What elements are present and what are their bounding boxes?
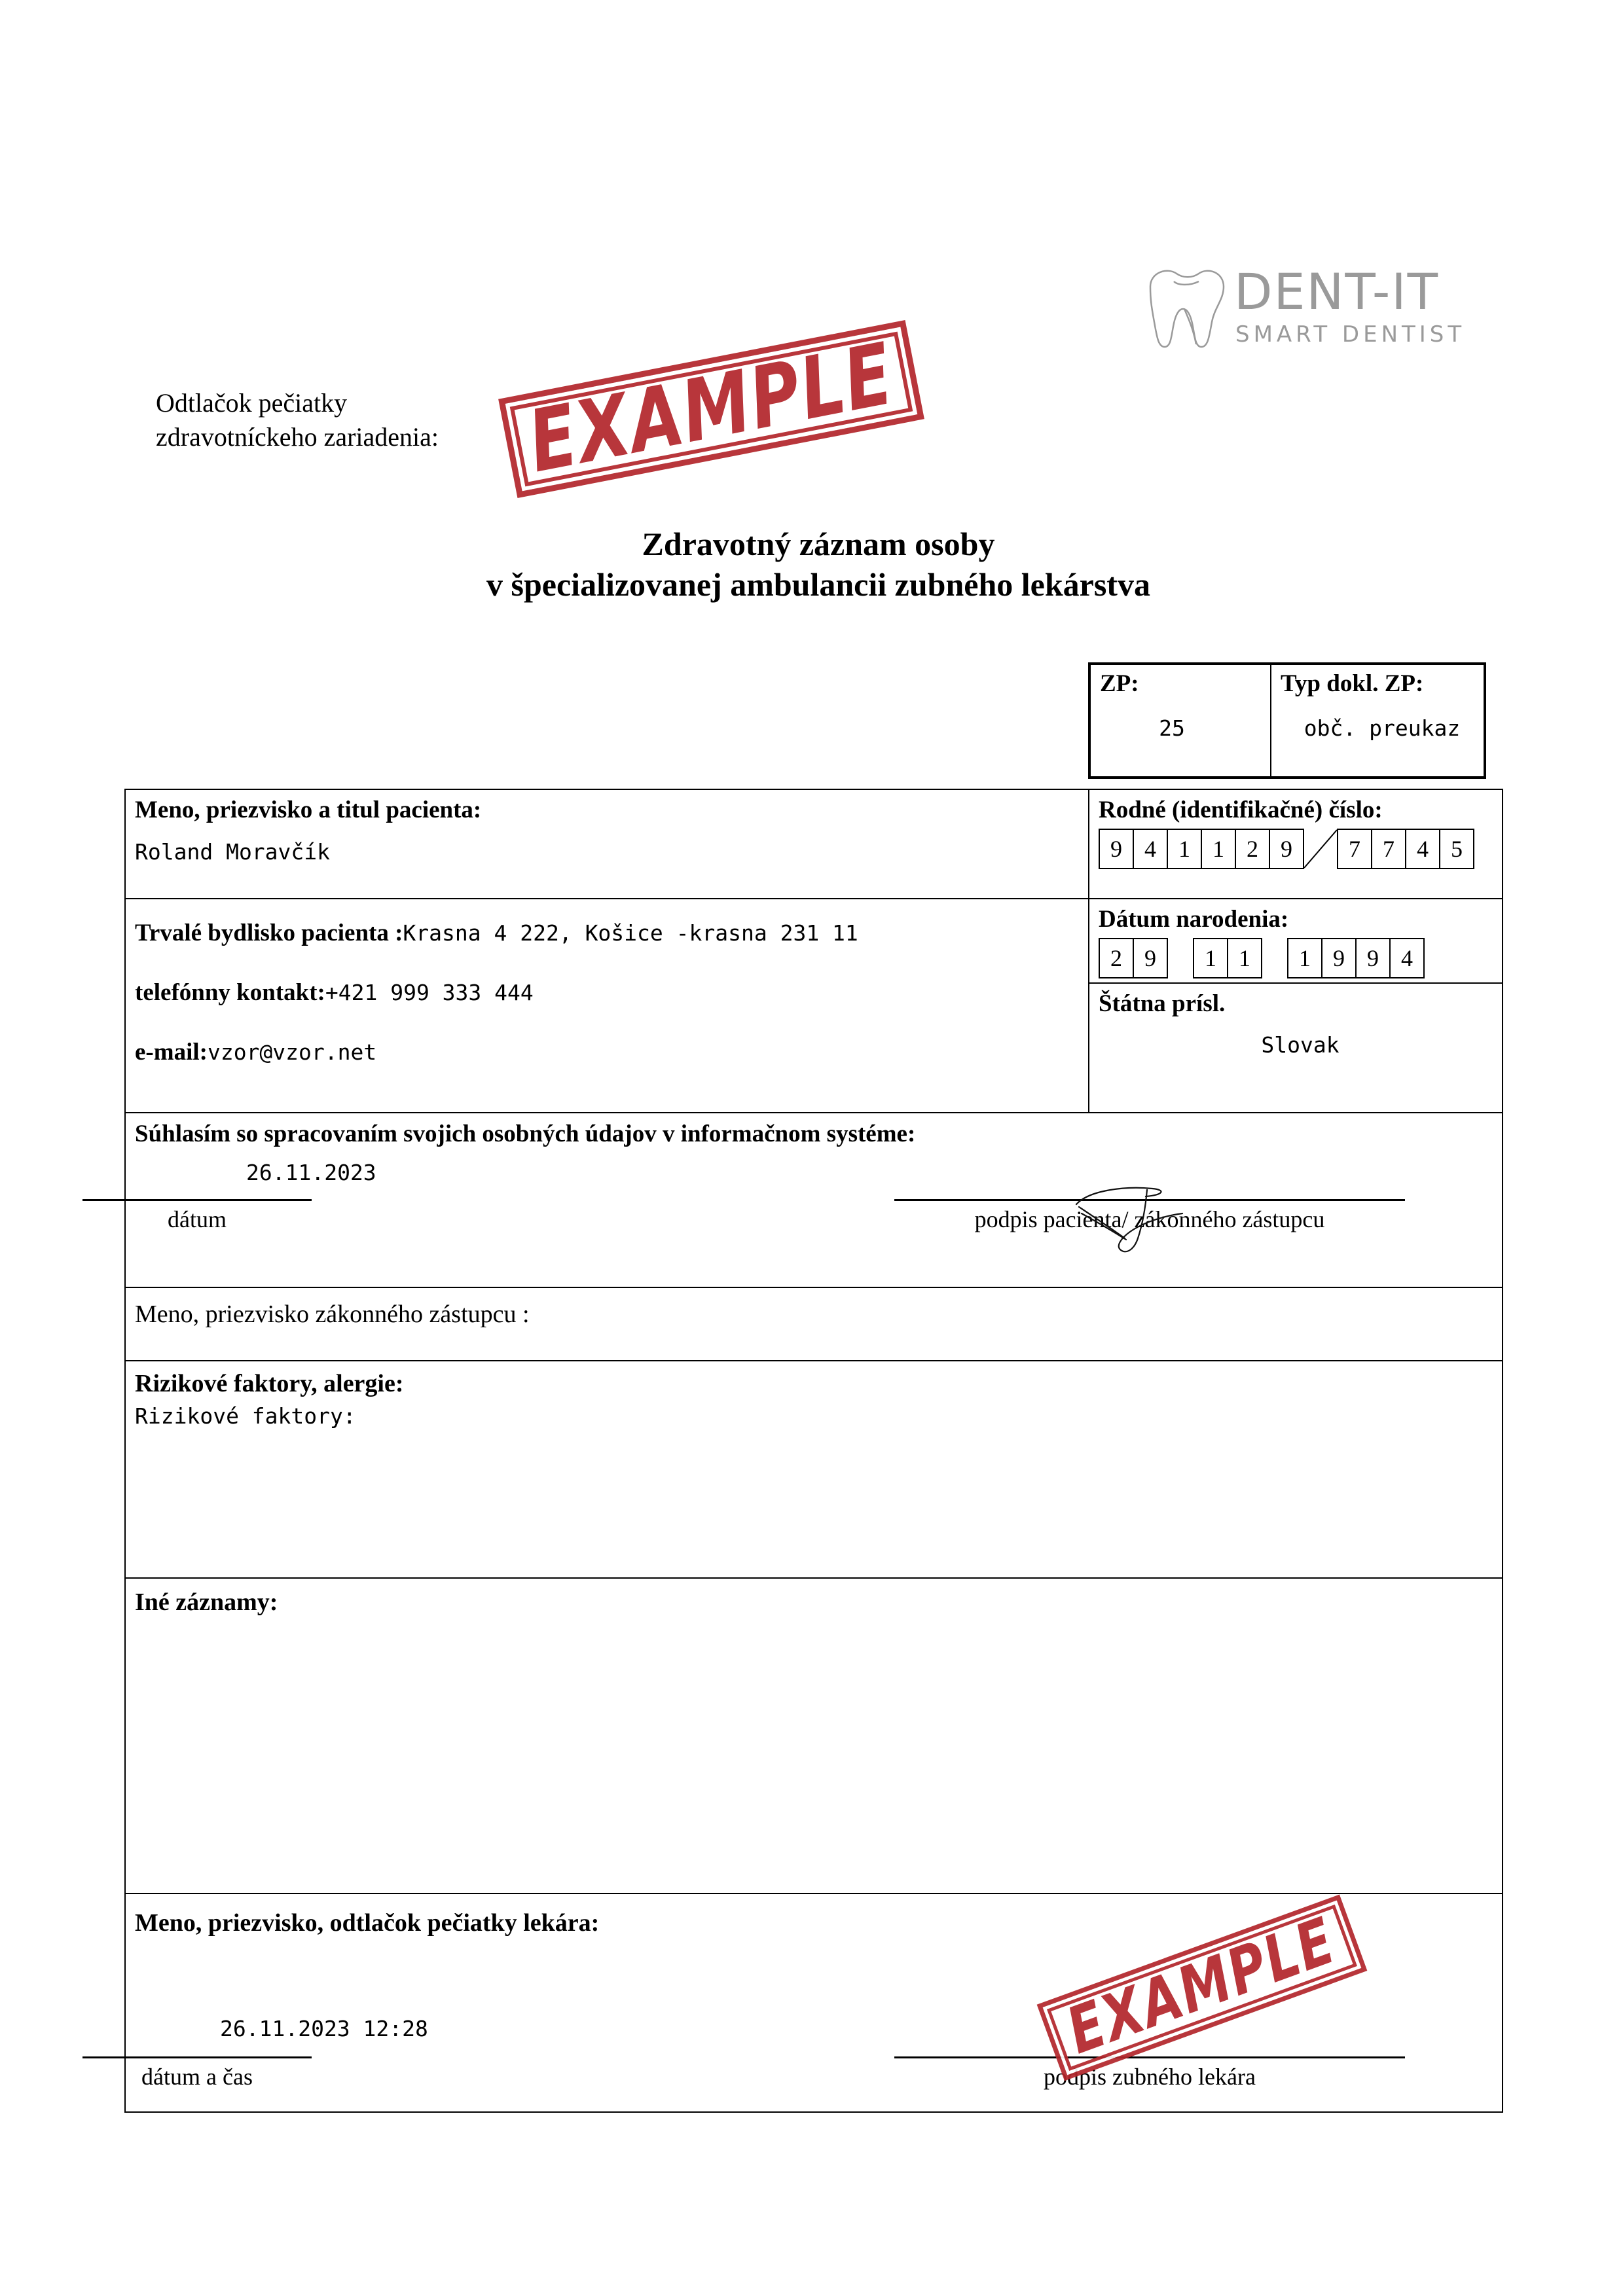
- example-stamp-top: [498, 320, 924, 498]
- other-records-label: Iné záznamy:: [135, 1588, 278, 1616]
- consent-signature-area: [135, 1148, 1502, 1285]
- clinic-stamp-label: [156, 386, 522, 454]
- example-stamp-text: EXAMPLE: [520, 323, 902, 492]
- patient-contact-cell: [125, 899, 1089, 1113]
- risk-factors-cell: [125, 1361, 1503, 1578]
- table-row-guardian: [125, 1287, 1503, 1361]
- doctor-label: Meno, priezvisko, odtlačok pečiatky lekára:: [135, 1909, 600, 1937]
- patient-name-label: Meno, priezvisko a titul pacienta:: [135, 797, 482, 823]
- table-row-consent: [125, 1113, 1503, 1287]
- birth-year-digit: 9: [1321, 938, 1357, 978]
- birth-number-digit: 1: [1201, 829, 1236, 869]
- doc-type-value: obč. preukaz: [1304, 715, 1461, 741]
- email-line: [135, 1038, 1088, 1066]
- clinic-stamp-label-line1: Odtlačok pečiatky: [156, 388, 348, 418]
- doctor-datetime-value: 26.11.2023 12:28: [220, 2016, 428, 2041]
- page-title-line1: Zdravotný záznam osoby: [642, 526, 995, 562]
- other-records-cell: [125, 1578, 1503, 1893]
- patient-name-cell: [125, 789, 1089, 899]
- consent-signature-caption: podpis pacienta/ zákonného zástupcu: [974, 1206, 1325, 1232]
- address-label: Trvalé bydlisko pacienta :: [135, 920, 403, 946]
- birth-date-block: [1089, 899, 1502, 984]
- birth-day-digit: 9: [1133, 938, 1168, 978]
- digit-gap: [1167, 938, 1194, 978]
- consent-date-caption: dátum: [168, 1206, 227, 1232]
- svg-text:SMART DENTIST: SMART DENTIST: [1235, 321, 1466, 348]
- birth-number-digit: 7: [1371, 829, 1406, 869]
- citizenship-block: [1089, 984, 1502, 1058]
- zp-label: ZP:: [1100, 670, 1139, 697]
- zp-cell: [1091, 665, 1271, 776]
- phone-value: +421 999 333 444: [325, 980, 534, 1005]
- birth-number-digit: 4: [1133, 829, 1168, 869]
- birth-number-digit: 1: [1167, 829, 1202, 869]
- consent-date-value: 26.11.2023: [246, 1160, 376, 1185]
- phone-label: telefónny kontakt:: [135, 979, 325, 1006]
- birth-date-label: Dátum narodenia:: [1099, 906, 1289, 933]
- patient-name-value: Roland Moravčík: [135, 838, 331, 865]
- birth-number-digit: 9: [1099, 829, 1134, 869]
- phone-line: [135, 978, 1088, 1007]
- birth-day-digit: 2: [1099, 938, 1134, 978]
- table-row-address: [125, 899, 1503, 1113]
- birth-date-citizenship-cell: [1089, 899, 1503, 1113]
- birth-number-label: Rodné (identifikačné) číslo:: [1099, 797, 1383, 823]
- svg-text:DENT-IT: DENT-IT: [1234, 262, 1440, 321]
- risk-factors-label: Rizikové faktory, alergie:: [135, 1370, 404, 1397]
- table-row-other-records: [125, 1578, 1503, 1893]
- birth-month-digit: 1: [1193, 938, 1228, 978]
- page-title-line2: v špecializovanej ambulancii zubného lekárstva: [486, 566, 1150, 603]
- birth-number-digit: 4: [1405, 829, 1440, 869]
- birth-number-digit: 9: [1269, 829, 1304, 869]
- birth-year-digit: 9: [1355, 938, 1391, 978]
- address-line: [135, 919, 1088, 947]
- digit-gap: [1261, 938, 1288, 978]
- birth-month-digit: 1: [1227, 938, 1262, 978]
- birth-number-digit: 5: [1439, 829, 1474, 869]
- birth-number-cell: [1089, 789, 1503, 899]
- dent-it-logo: [1136, 262, 1503, 360]
- birth-year-digit: 4: [1389, 938, 1425, 978]
- consent-cell: [125, 1113, 1503, 1287]
- doc-type-cell: [1271, 665, 1484, 776]
- clinic-stamp-label-line2: zdravotníckeho zariadenia:: [156, 422, 439, 452]
- birth-number-slash-icon: [1303, 829, 1338, 869]
- email-label: e-mail:: [135, 1039, 208, 1066]
- guardian-cell: [125, 1287, 1503, 1361]
- doctor-datetime-caption: dátum a čas: [141, 2064, 253, 2090]
- doctor-signature-caption: podpis zubného lekára: [1044, 2064, 1256, 2090]
- example-stamp-text: EXAMPLE: [1057, 1904, 1345, 2069]
- zp-value: 25: [1159, 715, 1185, 741]
- guardian-label: Meno, priezvisko zákonného zástupcu :: [135, 1300, 530, 1328]
- birth-number-digits: [1099, 829, 1502, 869]
- doc-type-label: Typ dokl. ZP:: [1281, 670, 1424, 697]
- consent-date-line: [82, 1199, 312, 1201]
- birth-year-digit: 1: [1287, 938, 1322, 978]
- birth-number-digit: 7: [1337, 829, 1372, 869]
- doctor-datetime-line: [82, 2056, 312, 2058]
- address-value: Krasna 4 222, Košice -krasna 231 11: [403, 920, 858, 946]
- email-value: vzor@vzor.net: [207, 1039, 377, 1065]
- page-title: [327, 524, 1309, 605]
- birth-date-digits: [1099, 938, 1502, 978]
- consent-signature-line: [894, 1199, 1405, 1201]
- risk-factors-value: Rizikové faktory:: [135, 1403, 356, 1429]
- table-row-risk: [125, 1361, 1503, 1578]
- doctor-signature-line: [894, 2056, 1405, 2058]
- insurance-header-box: [1088, 662, 1486, 779]
- birth-number-digit: 2: [1235, 829, 1270, 869]
- citizenship-value: Slovak: [1261, 1032, 1340, 1058]
- table-row-name: [125, 789, 1503, 899]
- citizenship-label: Štátna prísl.: [1099, 990, 1226, 1017]
- consent-title: Súhlasím so spracovaním svojich osobných údajov v informačnom systéme:: [135, 1121, 916, 1147]
